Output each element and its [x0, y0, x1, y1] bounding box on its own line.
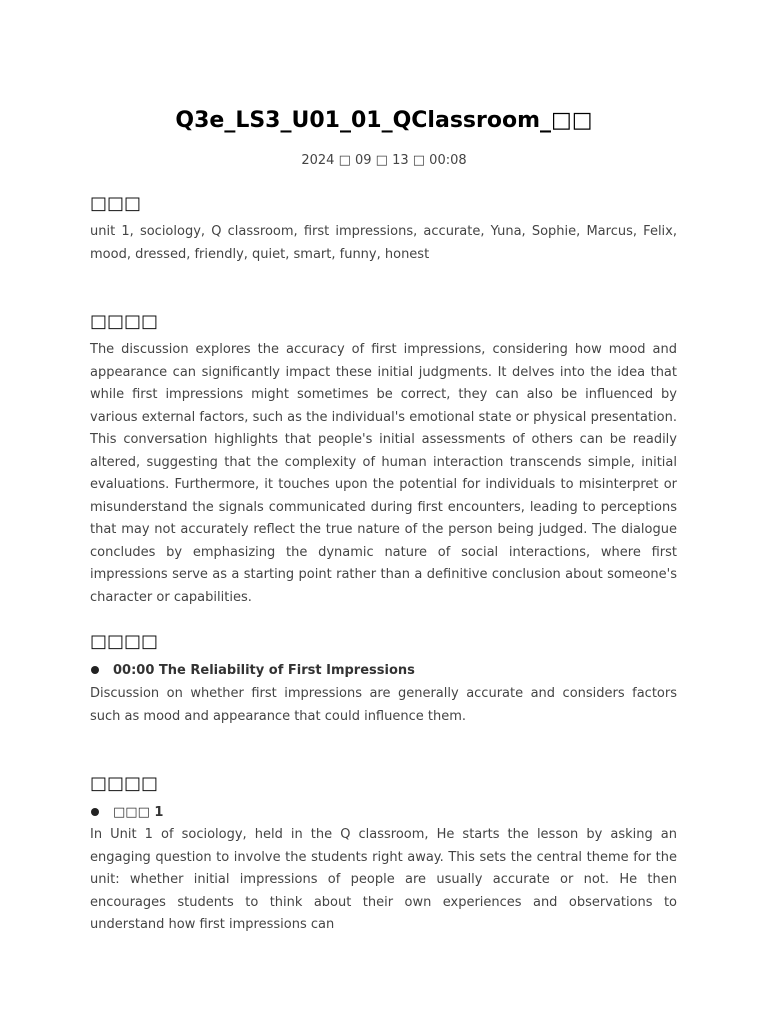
chapter-item-title: 00:00 The Reliability of First Impressions [113, 662, 415, 678]
chapters-heading: □□□□ [90, 631, 159, 652]
chapter-item-title-row [90, 660, 677, 680]
bullet-icon [91, 666, 99, 674]
chapter-item-text: Discussion on whether first impressions are generally accurate and considers factors such as mood and appearance that could influence them. [90, 686, 677, 724]
transcript-item-title-row [90, 802, 677, 822]
transcript-item-text: In Unit 1 of sociology, held in the Q classroom, He starts the lesson by asking an engaging question to involve the students right away. This sets the central theme for the unit: whether initial impressions of people are usually accurate or not. He then encourages students to think about their own experiences and observations to understand how first impressions can [90, 827, 677, 932]
transcript-item-title: □□□ 1 [113, 804, 164, 820]
document-title: Q3e_LS3_U01_01_QClassroom_□□ [175, 108, 593, 133]
summary-text: The discussion explores the accuracy of first impressions, considering how mood and appearance can significantly impact these initial judgments. It delves into the idea that while first impressions might sometimes be correct, they can also be influenced by various external factors, such as the individual's emotional state or physical presentation. This conversation highlights that people's initial assessments of others can be readily altered, suggesting that the complexity of human interaction transcends simple, initial evaluations. Furthermore, it touches upon the potential for individuals to misinterpret or misunderstand the signals communicated during first encounters, leading to perceptions that may not accurately reflect the true nature of the person being judged. The dialogue concludes by emphasizing the dynamic nature of social interactions, where first impressions serve as a starting point rather than a definitive conclusion about someone's character or capabilities. [90, 342, 677, 605]
summary-heading: □□□□ [90, 311, 159, 332]
transcript-heading: □□□□ [90, 773, 159, 794]
keywords-heading: □□□ [90, 193, 142, 214]
keywords-text: unit 1, sociology, Q classroom, first impressions, accurate, Yuna, Sophie, Marcus, Felix, mood, dressed, friendly, quiet, smart, funny, honest [90, 224, 677, 262]
bullet-icon [91, 808, 99, 816]
document-date: 2024 □ 09 □ 13 □ 00:08 [301, 153, 467, 168]
